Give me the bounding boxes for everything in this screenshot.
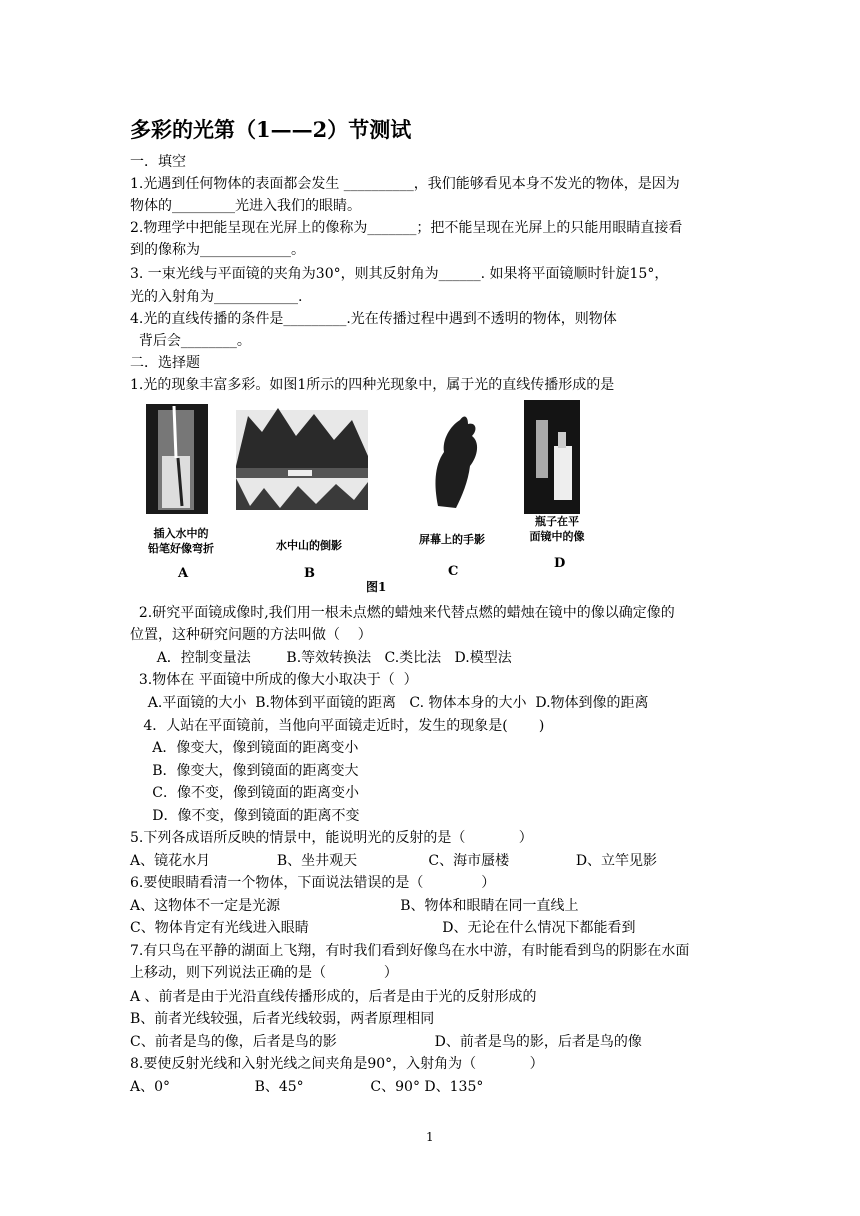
question-7: 7.有只鸟在平静的湖面上飞翔，有时我们看到好像鸟在水中游，有时能看到鸟的阴影在水面	[130, 943, 690, 959]
text-line: 4.光的直线传播的条件是_________.光在传播过程中遇到不透明的物体，则物体	[130, 311, 617, 327]
option-line: A 、前者是由于光沿直线传播形成的，后者是由于光的反射形成的	[130, 989, 537, 1005]
text-line: 上移动，则下列说法正确的是（ ）	[130, 965, 398, 981]
caption-d: 瓶子在平 面镜中的像	[529, 515, 585, 543]
text-line: 2.物理学中把能呈现在光屏上的像称为_______；把不能呈现在光屏上的只能用眼睛直接看	[130, 220, 683, 236]
caption-a: 插入水中的 铅笔好像弯折	[148, 527, 214, 555]
text-line: 1.光遇到任何物体的表面都会发生 __________，我们能够看见本身不发光的物体，是因为	[130, 176, 680, 192]
question-5: 5.下列各成语所反映的情景中，能说明光的反射的是（ ）	[130, 830, 533, 846]
option-line: B．像变大，像到镜面的距离变大	[130, 763, 359, 779]
page-title: 多彩的光第（1——2）节测试	[130, 117, 412, 142]
question-4: 4．人站在平面镜前，当他向平面镜走近时，发生的现象是( )	[130, 718, 545, 734]
letter-c: C	[448, 564, 459, 579]
options-line: A．控制变量法 B.等效转换法 C.类比法 D.模型法	[130, 650, 512, 666]
photo-b-mountain-reflection	[236, 408, 368, 510]
question-3: 3.物体在 平面镜中所成的像大小取决于（ ）	[130, 672, 418, 688]
letter-a: A	[178, 566, 189, 581]
photo-c-hand-shadow	[420, 410, 482, 510]
caption-c: 屏幕上的手影	[419, 533, 485, 546]
question-2: 2.研究平面镜成像时,我们用一根未点燃的蜡烛来代替点燃的蜡烛在镜中的像以确定像的	[130, 605, 675, 621]
text-line: 背后会________。	[130, 333, 251, 349]
options-line: A、镜花水月 B、坐井观天 C、海市蜃楼 D、立竿见影	[130, 853, 658, 869]
photo-a-pencil-in-water	[146, 404, 208, 514]
question-6: 6.要使眼睛看清一个物体，下面说法错误的是（ ）	[130, 875, 496, 891]
figure-caption: 图1	[366, 580, 387, 594]
text-line: 位置，这种研究问题的方法叫做（ ）	[130, 627, 372, 643]
figure-photos	[138, 396, 608, 592]
question-1: 1.光的现象丰富多彩。如图1所示的四种光现象中，属于光的直线传播形成的是	[130, 377, 615, 393]
text-line: 物体的_________光进入我们的眼睛。	[130, 198, 361, 214]
options-line: A、这物体不一定是光源 B、物体和眼睛在同一直线上	[130, 898, 579, 914]
option-line: D．像不变，像到镜面的距离不变	[130, 808, 360, 824]
options-line: C、物体肯定有光线进入眼睛 D、无论在什么情况下都能看到	[130, 920, 636, 936]
letter-b: B	[304, 566, 315, 581]
option-line: C．像不变，像到镜面的距离变小	[130, 785, 359, 801]
caption-b: 水中山的倒影	[276, 539, 342, 552]
text-line: 光的入射角为____________.	[130, 289, 303, 305]
photo-d-bottle-in-mirror	[524, 400, 580, 514]
option-line: A．像变大，像到镜面的距离变小	[130, 740, 359, 756]
page-number: 1	[426, 1130, 434, 1144]
section-heading-choice: 二．选择题	[130, 355, 200, 371]
options-line: A、0° B、45° C、90° D、135°	[130, 1079, 484, 1095]
section-heading-fill: 一．填空	[130, 154, 186, 170]
letter-d: D	[554, 556, 566, 571]
option-line: B、前者光线较强，后者光线较弱，两者原理相同	[130, 1011, 435, 1027]
text-line: 到的像称为_____________。	[130, 242, 305, 258]
figure-1	[138, 396, 608, 592]
text-line: 3. 一束光线与平面镜的夹角为30°，则其反射角为______. 如果将平面镜顺时针旋15°，	[130, 266, 669, 282]
options-line: C、前者是鸟的像，后者是鸟的影 D、前者是鸟的影，后者是鸟的像	[130, 1034, 642, 1050]
options-line: A.平面镜的大小 B.物体到平面镜的距离 C. 物体本身的大小 D.物体到像的距离	[130, 695, 649, 711]
question-8: 8.要使反射光线和入射光线之间夹角是90°，入射角为（ ）	[130, 1056, 544, 1072]
